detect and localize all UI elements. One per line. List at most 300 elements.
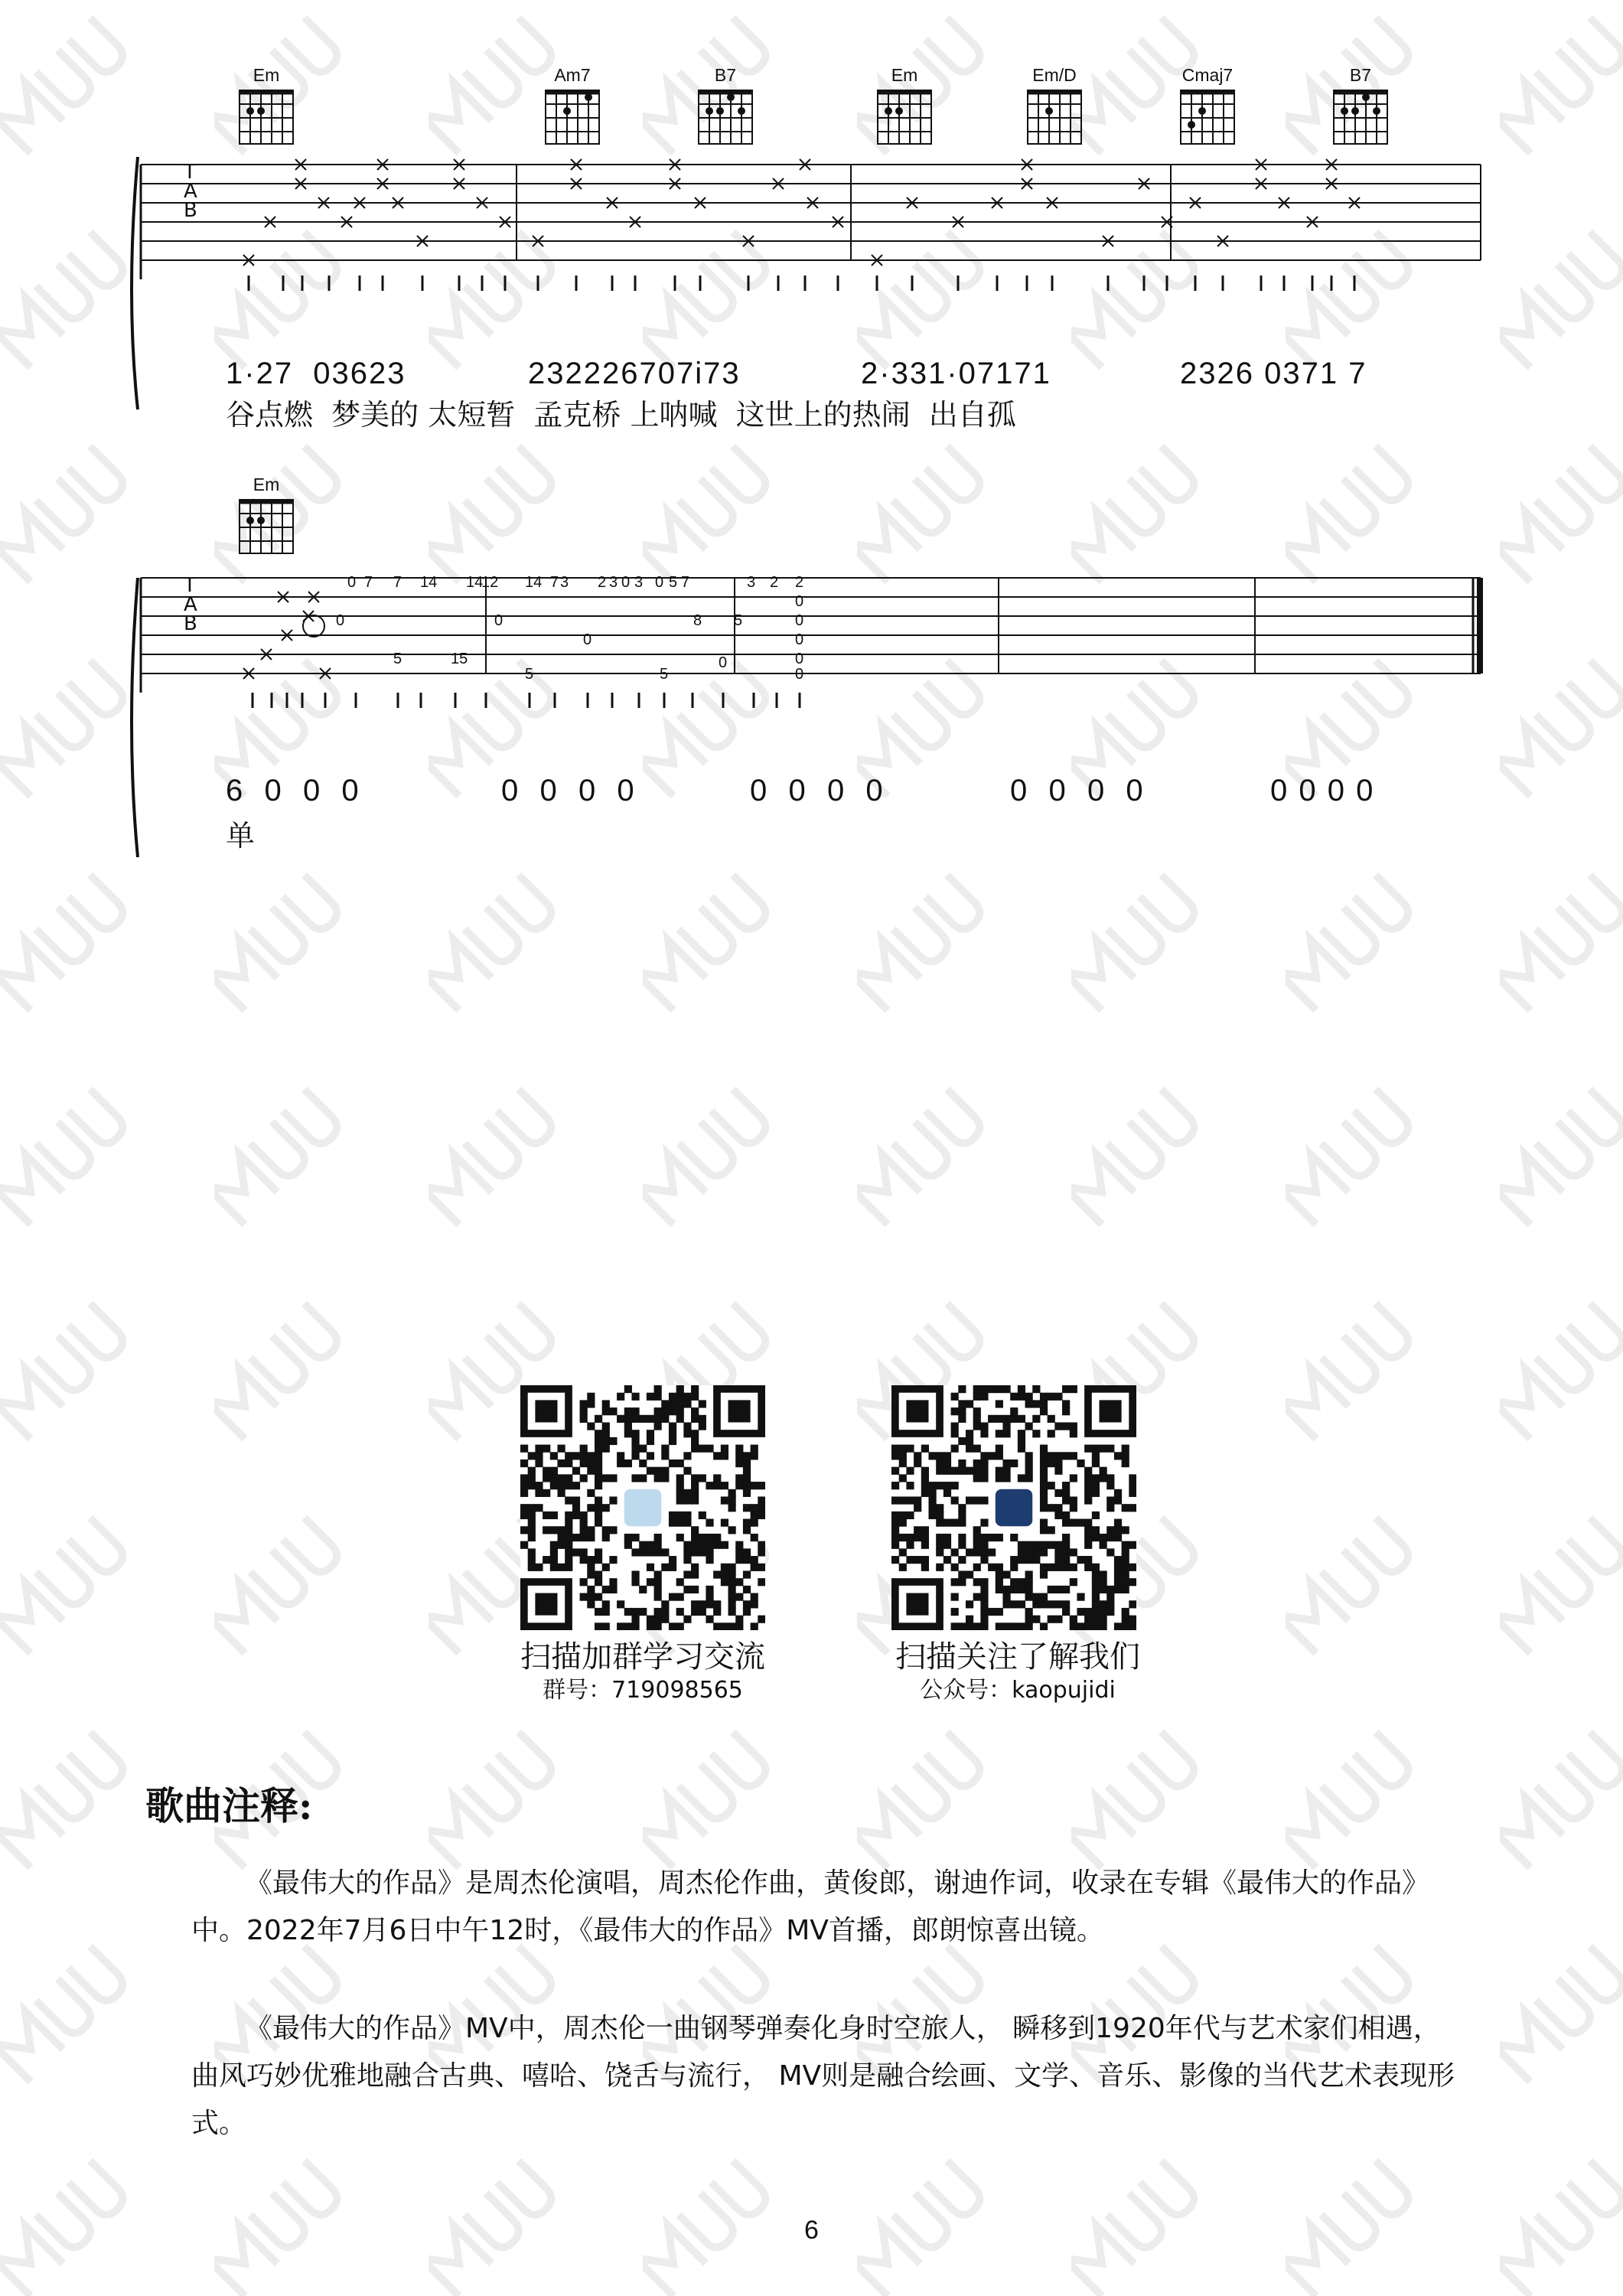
qr-module (669, 1422, 676, 1430)
qr-module (899, 1459, 907, 1467)
qr-module (520, 1512, 528, 1519)
qr-module (721, 1482, 728, 1489)
qr-module (661, 1400, 669, 1407)
qr-module (676, 1519, 684, 1527)
qr-module (1054, 1600, 1062, 1608)
qr-module (1092, 1534, 1100, 1541)
qr-module (580, 1445, 588, 1453)
qr-module (951, 1608, 959, 1616)
qr-module (743, 1474, 751, 1482)
qr-module (1040, 1482, 1048, 1489)
tab-fret-number: 0 (795, 651, 804, 667)
qr-module (647, 1430, 654, 1437)
qr-module (587, 1586, 595, 1593)
qr-module (728, 1608, 736, 1616)
notes-paragraph-1: 《最伟大的作品》是周杰伦演唱，周杰伦作曲，黄俊郎，谢迪作词，收录在专辑《最伟大的作品》中。2022年7月6日中午12时，《最伟大的作品》MV首播，郎朗惊喜出镜。 (191, 1867, 1430, 1946)
tab-fret-number: 5 (669, 574, 678, 591)
qr-module (565, 1512, 572, 1519)
qr-module (535, 1459, 543, 1467)
qr-module (676, 1459, 684, 1467)
qr-module (1092, 1512, 1100, 1519)
qr-module (1002, 1459, 1010, 1467)
qr-module (980, 1541, 988, 1549)
qr-module (1100, 1474, 1107, 1482)
qr-module (699, 1600, 706, 1608)
chord-name: Em (253, 65, 280, 85)
qr-module (535, 1564, 543, 1571)
qr-module (624, 1623, 632, 1630)
qr-module (691, 1564, 699, 1571)
qr-module (1040, 1519, 1048, 1527)
qr-module (743, 1504, 751, 1512)
qr-module (980, 1586, 988, 1593)
qr-module (1100, 1600, 1107, 1608)
qr-module (706, 1541, 713, 1549)
qr-finder-pattern (1084, 1385, 1136, 1437)
qr-module (966, 1437, 973, 1445)
qr-module (713, 1482, 721, 1489)
qr-module (1054, 1541, 1062, 1549)
qr-module (958, 1400, 966, 1407)
qr-module (735, 1445, 743, 1453)
tab-fret-number: 12 (481, 574, 499, 591)
jianpu-measure-8: 0 0 0 0 (1010, 774, 1145, 807)
tab-fret-number: 7 (681, 574, 690, 591)
jianpu-measure-6: 0 0 0 0 (501, 774, 636, 807)
qr-module (980, 1452, 988, 1459)
qr-module (899, 1445, 907, 1453)
qr-module (683, 1541, 691, 1549)
qr-module (743, 1482, 751, 1489)
qr-module (891, 1534, 899, 1541)
qr-module (676, 1578, 684, 1586)
qr-module (691, 1548, 699, 1556)
qr-module (1106, 1474, 1114, 1482)
qr-module (602, 1586, 610, 1593)
qr-module (996, 1608, 1003, 1616)
qr-module (1025, 1548, 1033, 1556)
qr-module (1122, 1526, 1129, 1534)
qr-module (1070, 1504, 1077, 1512)
qr-module (572, 1512, 580, 1519)
qr-module (1018, 1474, 1025, 1482)
jianpu-measure-2: 232226707i73 (528, 357, 741, 390)
qr-module (1018, 1430, 1025, 1437)
qr-module (654, 1393, 662, 1401)
qr-module (520, 1489, 528, 1497)
qr-module (1025, 1467, 1033, 1475)
qr-module (1002, 1422, 1010, 1430)
qr-module (1122, 1608, 1129, 1616)
qr-module (557, 1482, 565, 1489)
qr-module (617, 1393, 624, 1401)
qr-module (1084, 1564, 1092, 1571)
qr-module (936, 1459, 943, 1467)
tab-letter-a: A (184, 593, 197, 616)
qr-module (713, 1534, 721, 1541)
qr-module (624, 1407, 632, 1415)
qr-module (602, 1564, 610, 1571)
qr-module (936, 1564, 943, 1571)
qr-module (1092, 1570, 1100, 1578)
qr-module (1032, 1616, 1040, 1623)
qr-module (966, 1496, 973, 1504)
qr-module (1129, 1489, 1136, 1497)
qr-module (936, 1467, 943, 1475)
qr-module (595, 1556, 602, 1564)
qr-module (1054, 1564, 1062, 1571)
qr-module (647, 1623, 654, 1630)
qr-module (587, 1526, 595, 1534)
qr-module (980, 1430, 988, 1437)
qr-module (1062, 1608, 1070, 1616)
qr-module (550, 1482, 558, 1489)
lyrics-line-2: 单 (226, 819, 256, 853)
qr-module (1114, 1534, 1122, 1541)
qr-module (595, 1496, 602, 1504)
qr-module (751, 1519, 758, 1527)
qr-module (535, 1504, 543, 1512)
qr-module (1018, 1600, 1025, 1608)
qr-module (980, 1608, 988, 1616)
qr-module (1070, 1385, 1077, 1393)
qr-module (1048, 1452, 1055, 1459)
qr-module (1048, 1564, 1055, 1571)
qr-module (528, 1548, 536, 1556)
qr-module (1032, 1541, 1040, 1549)
tab-fret-number: 0 (494, 612, 504, 629)
qr-module (996, 1570, 1003, 1578)
qr-module (1062, 1496, 1070, 1504)
qr-module (602, 1437, 610, 1445)
qr-module (595, 1504, 602, 1512)
qr-module (980, 1519, 988, 1527)
qr-module (1040, 1504, 1048, 1512)
qr-module (936, 1548, 943, 1556)
qr-module (958, 1415, 966, 1423)
qr-module (676, 1400, 684, 1407)
qr-module (891, 1512, 899, 1519)
qr-module (1070, 1616, 1077, 1623)
qr-module (691, 1393, 699, 1401)
qr-module (951, 1393, 959, 1401)
qr-module (1129, 1616, 1136, 1623)
qr-module (587, 1556, 595, 1564)
qr-module (1077, 1556, 1084, 1564)
qr-module (996, 1430, 1003, 1437)
qr-module (595, 1570, 602, 1578)
qr-module (958, 1541, 966, 1549)
qr-module (699, 1548, 706, 1556)
qr-module (1062, 1534, 1070, 1541)
qr-module (1048, 1541, 1055, 1549)
qr-module (565, 1474, 572, 1482)
qr-module (973, 1564, 981, 1571)
qr-module (1106, 1548, 1114, 1556)
qr-code-wechat[interactable] (891, 1385, 1136, 1630)
qr-module (1048, 1459, 1055, 1467)
qr-module (631, 1437, 639, 1445)
qr-module (683, 1467, 691, 1475)
qr-module (1054, 1459, 1062, 1467)
qr-module (654, 1467, 662, 1475)
qr-module (973, 1415, 981, 1423)
qr-finder-pattern (713, 1385, 765, 1437)
qr-module (728, 1504, 736, 1512)
qr-module (758, 1548, 765, 1556)
qr-module (528, 1534, 536, 1541)
tab-fret-number: 0 (336, 612, 345, 629)
tab-fret-number: 14 (420, 574, 438, 591)
qr-module (631, 1474, 639, 1482)
qr-module (728, 1489, 736, 1497)
qr-module (609, 1586, 617, 1593)
qr-module (1070, 1430, 1077, 1437)
page-number: 6 (804, 2216, 819, 2245)
qr-module (1040, 1593, 1048, 1601)
tab-fret-number: 8 (693, 612, 702, 629)
qr-module (520, 1526, 528, 1534)
qr-module (743, 1556, 751, 1564)
qr-module (617, 1623, 624, 1630)
jianpu-measure-7: 0 0 0 0 (750, 774, 885, 807)
qr-module (973, 1445, 981, 1453)
qr-module (609, 1474, 617, 1482)
qr-module (1084, 1489, 1092, 1497)
qr-module (1032, 1556, 1040, 1564)
qr-module (587, 1459, 595, 1467)
qr-module (1100, 1534, 1107, 1541)
qr-module (654, 1570, 662, 1578)
qr-module (565, 1526, 572, 1534)
qr-module (906, 1445, 914, 1453)
tab-fret-number: 2 (598, 574, 607, 591)
qr-module (565, 1556, 572, 1564)
qr-module (550, 1452, 558, 1459)
qr-module (683, 1556, 691, 1564)
qr-module (1018, 1385, 1025, 1393)
qr-module (891, 1556, 899, 1564)
qr-module (624, 1385, 632, 1393)
qr-module (699, 1541, 706, 1549)
qr-module (557, 1459, 565, 1467)
qr-module (891, 1526, 899, 1534)
tab-fret-number: 7 (550, 574, 559, 591)
qr-module (550, 1474, 558, 1482)
qr-code-group[interactable] (520, 1385, 765, 1630)
tab-fret-number: 15 (451, 651, 468, 667)
qr-module (951, 1496, 959, 1504)
qr-module (1070, 1564, 1077, 1571)
qr-module (528, 1526, 536, 1534)
qr-module (1032, 1400, 1040, 1407)
qr-module (647, 1415, 654, 1423)
qr-module (1010, 1415, 1018, 1423)
qr-module (557, 1541, 565, 1549)
qr-module (973, 1459, 981, 1467)
jianpu-measure-3: 2·331·07171 (861, 357, 1051, 390)
qr-module (691, 1437, 699, 1445)
qr-module (728, 1578, 736, 1586)
qr-module (1002, 1600, 1010, 1608)
tab-fret-number: 0 (795, 612, 804, 629)
tab-letter-b: B (184, 199, 197, 222)
qr-module (743, 1459, 751, 1467)
qr-module (1062, 1452, 1070, 1459)
qr-module (951, 1623, 959, 1630)
qr-module (587, 1422, 595, 1430)
qr-module (631, 1616, 639, 1623)
qr-module (676, 1407, 684, 1415)
qr-module (587, 1534, 595, 1541)
qr-module (1018, 1623, 1025, 1630)
qr-module (580, 1415, 588, 1423)
qr-module (721, 1519, 728, 1527)
qr-module (565, 1564, 572, 1571)
qr-module (595, 1445, 602, 1453)
qr-module (1106, 1482, 1114, 1489)
qr-module (928, 1482, 936, 1489)
qr-module (676, 1415, 684, 1423)
tab-fret-number: 5 (660, 666, 669, 683)
qr-module (580, 1459, 588, 1467)
qr-module (1002, 1467, 1010, 1475)
qr-module (928, 1512, 936, 1519)
qr-module (528, 1452, 536, 1459)
qr-module (1084, 1526, 1092, 1534)
qr-module (557, 1534, 565, 1541)
qr-module (595, 1608, 602, 1616)
qr-module (1077, 1623, 1084, 1630)
tab-fret-number: 2 (770, 574, 779, 591)
qr-module (683, 1452, 691, 1459)
qr-module (735, 1452, 743, 1459)
qr-module (1122, 1548, 1129, 1556)
qr-module (602, 1400, 610, 1407)
qr-module (654, 1407, 662, 1415)
qr-module (528, 1482, 536, 1489)
tab-fret-number: 0 (795, 666, 804, 683)
qr-module (951, 1564, 959, 1571)
qr-module (1070, 1496, 1077, 1504)
qr-module (988, 1534, 996, 1541)
qr-module (535, 1445, 543, 1453)
qr-module (580, 1400, 588, 1407)
qr-module (647, 1452, 654, 1459)
qr-module (973, 1385, 981, 1393)
qr-module (1002, 1415, 1010, 1423)
qr-module (973, 1623, 981, 1630)
qr-module (1032, 1385, 1040, 1393)
qr-module (914, 1556, 921, 1564)
qr-module (1018, 1541, 1025, 1549)
qr-module (595, 1578, 602, 1586)
tab-letter-b: B (184, 612, 197, 635)
qr-module (1122, 1564, 1129, 1571)
qr-module (1025, 1593, 1033, 1601)
qr-module (676, 1385, 684, 1393)
qr-module (595, 1437, 602, 1445)
qr-caption-title: 扫描加群学习交流 (520, 1639, 765, 1675)
qr-caption-wechat (834, 1638, 1201, 1705)
qr-module (951, 1482, 959, 1489)
qr-module (1114, 1564, 1122, 1571)
qr-module (1100, 1445, 1107, 1453)
qr-module (751, 1534, 758, 1541)
qr-module (988, 1452, 996, 1459)
qr-module (706, 1548, 713, 1556)
qr-module (958, 1459, 966, 1467)
qr-module (721, 1541, 728, 1549)
qr-module (520, 1541, 528, 1549)
qr-module (958, 1534, 966, 1541)
qr-module (1092, 1445, 1100, 1453)
qr-module (980, 1616, 988, 1623)
qr-module (958, 1556, 966, 1564)
qr-module (1114, 1578, 1122, 1586)
qr-module (980, 1496, 988, 1504)
qr-module (587, 1600, 595, 1608)
qr-module (1062, 1385, 1070, 1393)
qr-module (973, 1422, 981, 1430)
qr-module (595, 1519, 602, 1527)
qr-module (943, 1452, 951, 1459)
qr-module (906, 1482, 914, 1489)
qr-module (988, 1415, 996, 1423)
qr-module (550, 1526, 558, 1534)
qr-module (1084, 1556, 1092, 1564)
qr-module (1048, 1586, 1055, 1593)
qr-module (557, 1564, 565, 1571)
qr-module (906, 1534, 914, 1541)
qr-module (580, 1407, 588, 1415)
qr-module (735, 1474, 743, 1482)
qr-module (1048, 1415, 1055, 1423)
qr-module (973, 1496, 981, 1504)
qr-module (550, 1467, 558, 1475)
qr-module (676, 1534, 684, 1541)
qr-module (1122, 1623, 1129, 1630)
qr-module (996, 1445, 1003, 1453)
qr-module (624, 1541, 632, 1549)
qr-module (661, 1452, 669, 1459)
qr-module (557, 1489, 565, 1497)
qr-module (996, 1534, 1003, 1541)
qr-finder-pattern (891, 1385, 943, 1437)
qr-module (543, 1526, 550, 1534)
qr-module (751, 1600, 758, 1608)
tab-fret-number: 5 (734, 612, 743, 629)
qr-code-image (520, 1385, 765, 1630)
qr-module (1054, 1616, 1062, 1623)
qr-module (928, 1452, 936, 1459)
qr-module (676, 1623, 684, 1630)
qr-module (728, 1496, 736, 1504)
tab-fret-number: 3 (634, 574, 644, 591)
qr-module (980, 1467, 988, 1475)
qr-module (921, 1564, 929, 1571)
qr-module (691, 1385, 699, 1393)
qr-module (1010, 1407, 1018, 1415)
qr-module (1048, 1393, 1055, 1401)
qr-module (1084, 1474, 1092, 1482)
qr-module (580, 1452, 588, 1459)
qr-module (914, 1534, 921, 1541)
qr-module (595, 1623, 602, 1630)
qr-module (669, 1407, 676, 1415)
tab-fret-number: 3 (609, 574, 618, 591)
qr-module (676, 1393, 684, 1401)
